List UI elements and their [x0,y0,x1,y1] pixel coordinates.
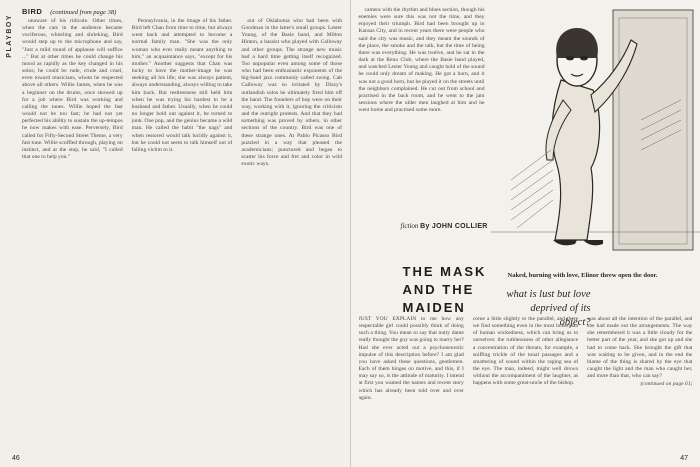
continued-to: (continued on page 61) [640,381,693,388]
byline-author: By JOHN COLLIER [420,223,488,230]
paragraph: camera with the rhythm and blues section, though his enemies were sure this was not the time, and they enjoyed their triumph. Bird had been brought up in Kansas City, and in recent years there were people who said the city was music, and they meant the sounds of the place, the smoke and the talk, but the time of being there was everything. He was twelve, and he sat in the dark at the Reno Club, where the Basie band played, and watched Lester Young and caught hold of the sound he could only dream of making. He got a horn, and it was not a good horn, but he played it on the streets until the neighbors complained. He cut out from school and practised in the back room, and he went to the jam sessions where the older men laughed at him and he went home and practised some more. [358,7,485,114]
illustration-caption: Naked, burning with love, Elinor threw open the door. [507,272,658,279]
illustration-masked-figure [491,0,700,258]
paragraph: unaware of his ridicule. Other times, when the cats in the audience became vociferous, whistling and shrieking, Bird would step up to the microphone and say, "Just a mild round of applause will suffice ..." But at other times he could change his mood as rapidly as the key changed in his solos; he could be rude, crude and cruel, even toward musicians, whom he respected above all others. Willie James, when he was a beginner on the drums, once showed up for a job where Bird was working and calling the tunes. Willie hoped the fast would not be too fast; he had not yet perfected his ability to sustain the up-tempos he now makes with ease. Perversely, Bird called for Fifty-Second Street Theme, a very fast tune. Willie scuffled through, playing on instinct, and at the stop, he said, "I called that one to help you." [22,18,123,160]
paragraph: out of Oklahoma who had been with Goodman in the latter's small groups. Lester Young, of the Basie band, and Milton Hinton, a bassist who played with Calloway and other groups. The strange new music had a hard time getting itself recognized. Too unpopular even among some of those who had been enthusiastic exponents of the big-band jazz commonly called swing. Cab Calloway was so irritated by Dizzy's outlandish solos he ultimately fired him off the band. The founders of bop were on their way, working with it, ignoring the criticism and the outright protests. And that they had something was proved by others, in other sections of the country. Bird was one of these strange ones. At Pablo Picasso Bird puzzled in a way that pleased the academicians; punctured and began to scatter his force and fret and color in wild exotic ways. [241,18,343,168]
byline [401,222,488,230]
text-column [132,18,233,448]
right-page [351,0,700,467]
continued-from: (continued from page 38) [50,9,117,16]
running-head [22,7,116,16]
paragraph: Pennsylvania, in the image of his father. Bird left Chan from time to time, but always went back and attempted to become a normal family man. "She was the only woman who ever really meant anything to him," an acquaintance says, "except for his mother." Another suggests that Chan was lucky to have the mother-image he was seeking all his life; she was always patient, always understanding, always willing to take him back. But restlessness still held him when he was trying his hardest to be a husband and father. Usually, when he could no longer hold out against it, he turned to junk. One pop, and the genius became a wild man. He called the habit "the nags" and when restored would talk lucidly against it, but he could not seem to talk himself out of falling victim to it. [131,18,233,153]
paragraph: was about all the intention of the parallel, and she had made out the arrangements. The way she remembered it was a little cloudy for the better part of the year, and she got up and she had to come back. She brought the gift that was waiting to be given, and in the end the blame of the thing is shared by the eye that caught the light and the man who caught her, and more than that, who can say? [587,316,693,380]
side-label: PLAYBOY [6,14,13,58]
paragraph: come a little slightly to the parallel, and there we find something even in the most bohemian of human wickedness, which can bring us to ourselves: the ruthlessness of other allegiance a concentration of the threats, for example, a sniffing trickle of the tonal passages and a smattering of sound within the raging sea of the eye. The man, indeed, might well drown without the accompaniment of the laughter, as happens with some great-uncle of the bishop. [472,316,579,387]
right-body-columns [359,316,693,454]
story-deck: what is lust but love deprived of its object? [506,289,591,328]
page-number: 47 [680,455,688,462]
running-head-title: BIRD [22,7,43,16]
text-column [587,316,692,454]
top-text-column [359,7,485,114]
text-column [473,316,578,454]
page-number: 46 [12,455,20,462]
left-body-columns [22,18,342,448]
text-column [359,316,464,454]
paragraph: JUST YOU EXPLAIN to me how any respectable girl could possibly think of doing such a thing. You mean to say that nutty dame really thought the guy was going to marry her? Had she ever acted out a psychoneurotic impulse of this description before? I am glad you have asked these questions, gentlemen. Each of them hinges on motive, and this, if I may say so, is the attitude of maturity. I intend at first you wanted the names and recent story which has already been told over and over again. [358,316,464,401]
byline-prefix: fiction [400,222,419,230]
text-column [241,18,342,448]
story-title: THE MASK AND THE MAIDEN [402,264,487,315]
text-column [22,18,123,448]
